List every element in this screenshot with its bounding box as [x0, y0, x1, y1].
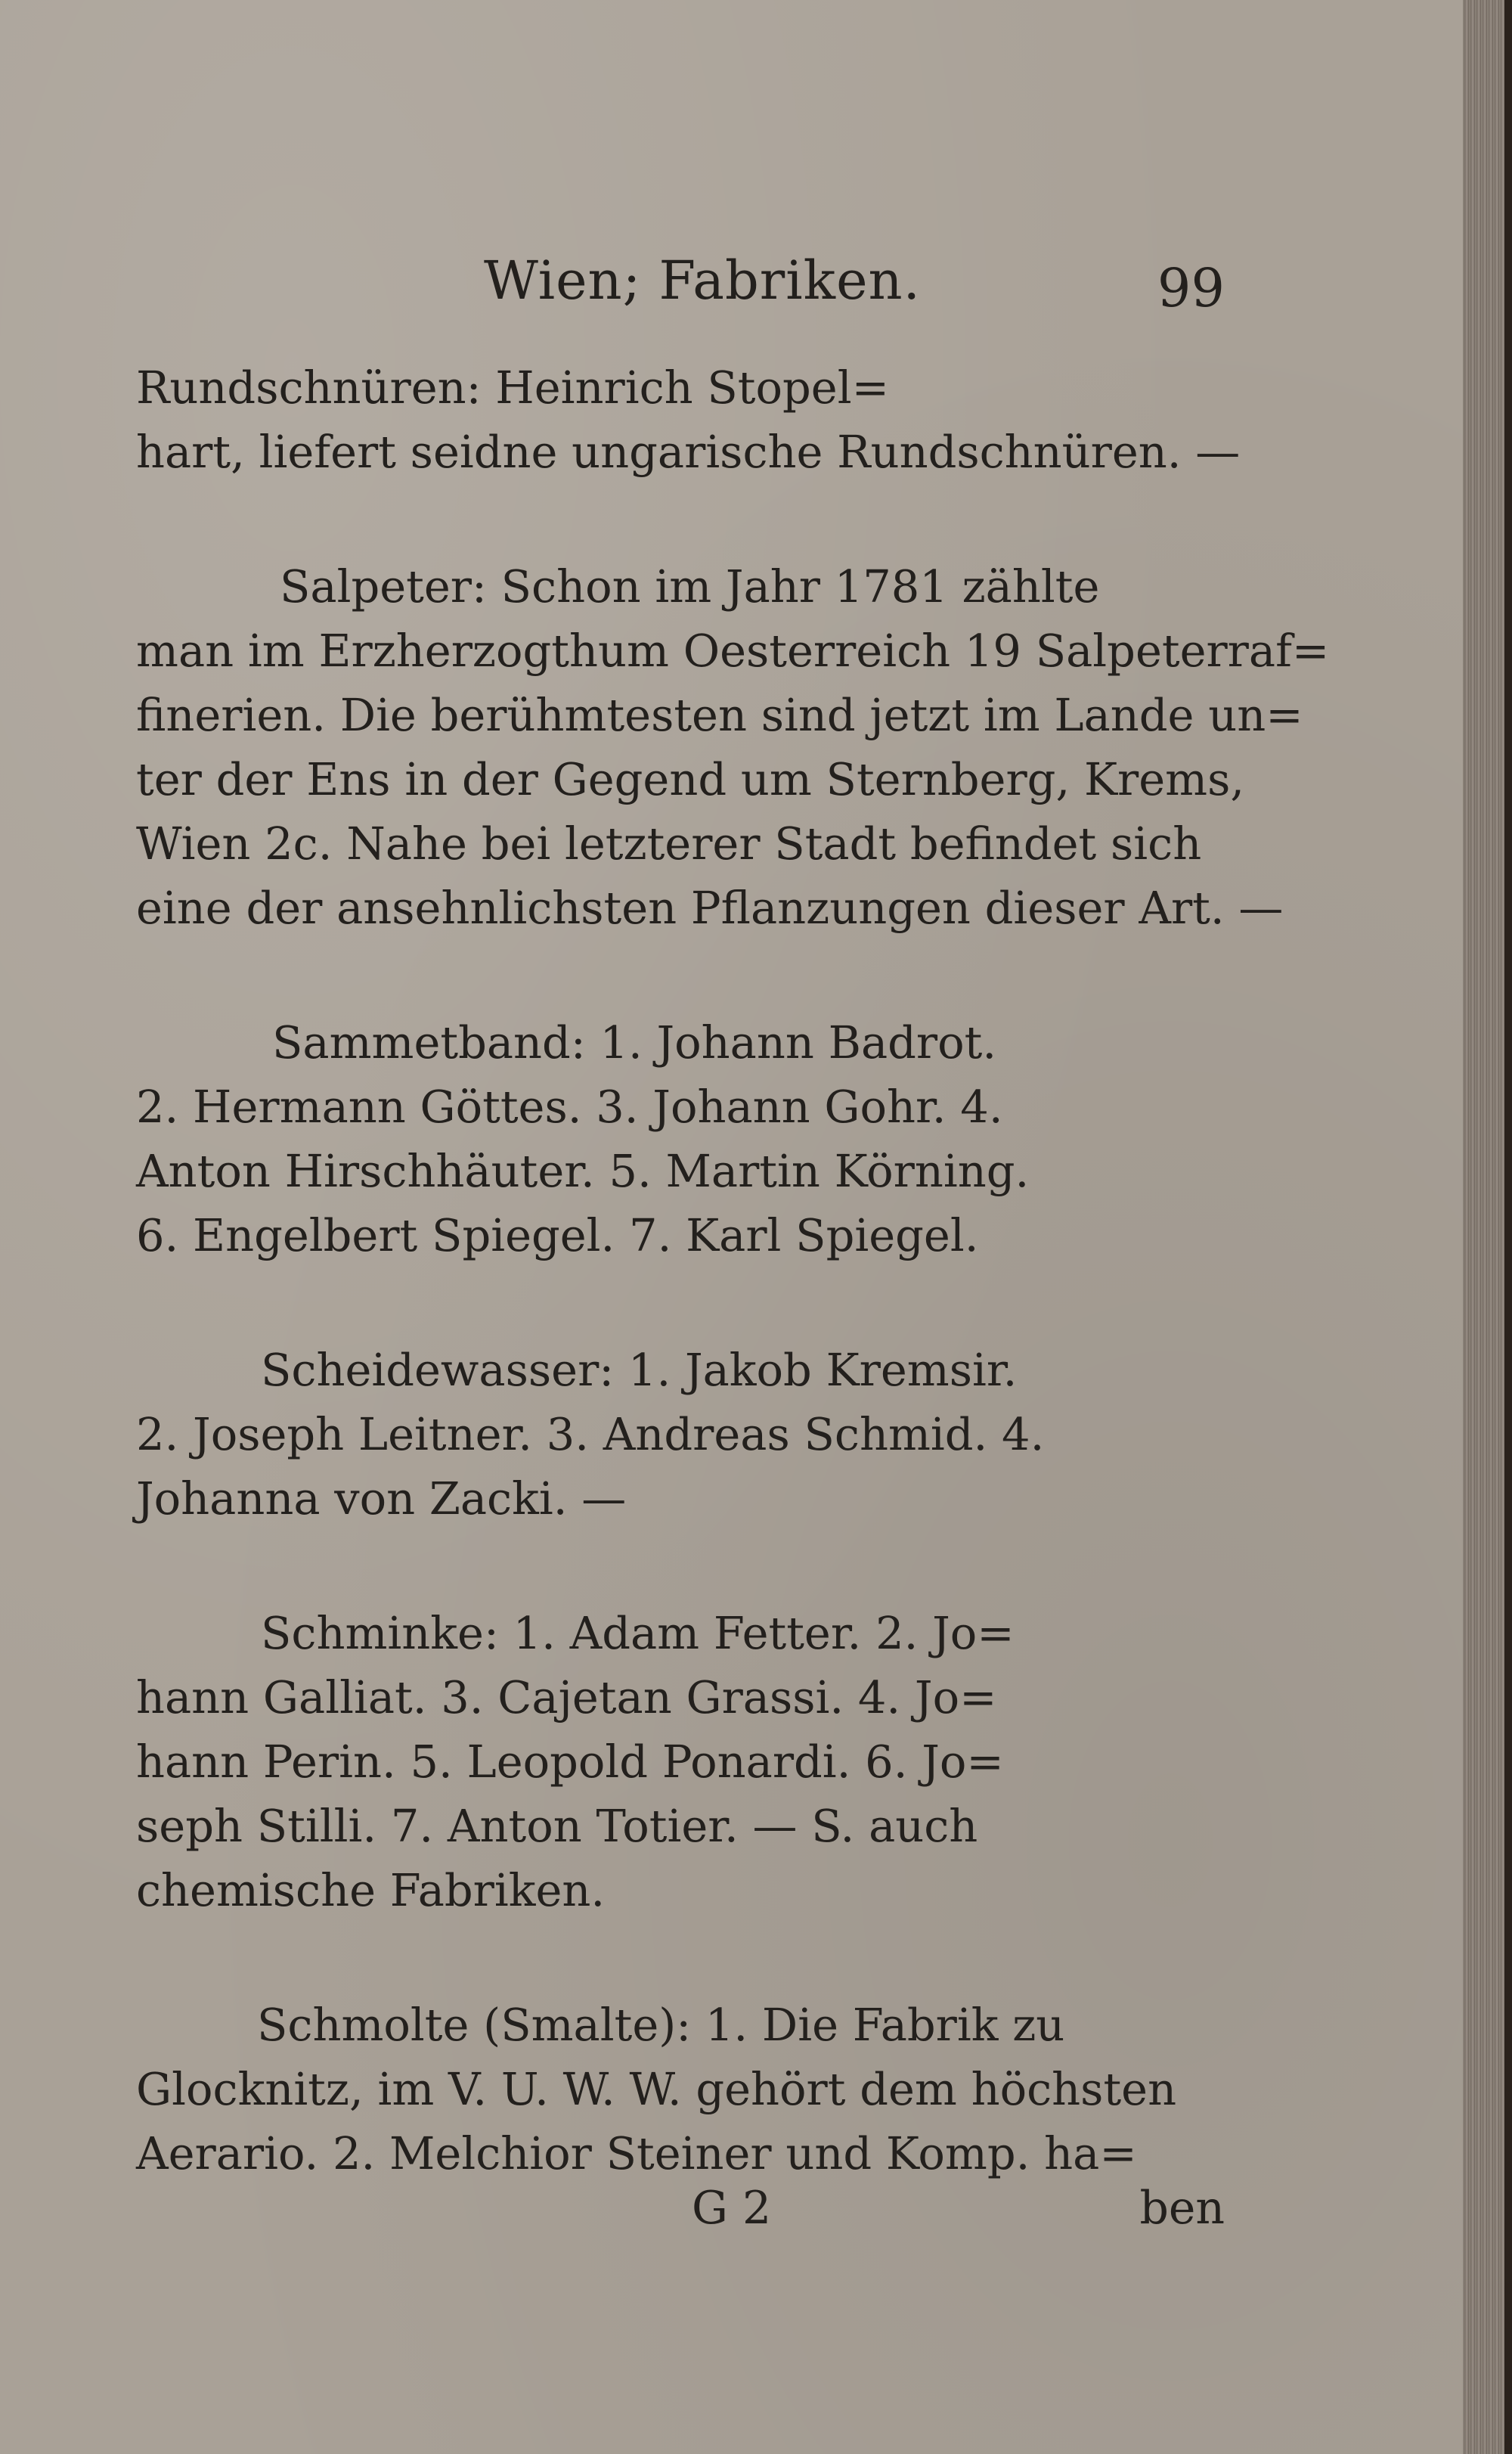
page-body [136, 355, 1330, 2256]
text-line: hann Perin. 5. Leopold Ponardi. 6. Jo= [136, 1736, 1004, 1788]
text-line: hann Galliat. 3. Cajetan Grassi. 4. Jo= [136, 1671, 997, 1723]
text-line: Anton Hirschhäuter. 5. Martin Körning. [136, 1145, 1030, 1197]
text-line: Scheidewasser: 1. Jakob Kremsir. [261, 1344, 1018, 1396]
text-line: man im Erzherzogthum Oesterreich 19 Salpeterraf= [136, 625, 1330, 677]
text-line: Glocknitz, im V. U. W. W. gehört dem höchsten [136, 2063, 1177, 2115]
text-line: seph Stilli. 7. Anton Totier. — S. auch [136, 1800, 978, 1852]
text-line: hart, liefert seidne ungarische Rundschnüren. — [136, 426, 1241, 478]
text-line: chemische Fabriken. [136, 1864, 606, 1916]
catchword: ben [1139, 2182, 1225, 2235]
book-cover-edge [1504, 0, 1512, 2454]
text-line: Aerario. 2. Melchior Steiner und Komp. ha= [136, 2127, 1137, 2179]
signature-mark: G 2 [692, 2182, 772, 2235]
text-line: Rundschnüren: Heinrich Stopel= [136, 361, 889, 414]
text-line: 2. Hermann Göttes. 3. Johann Gohr. 4. [136, 1081, 1003, 1133]
paragraph-sammetband [136, 1010, 1225, 1267]
text-line: 2. Joseph Leitner. 3. Andreas Schmid. 4. [136, 1408, 1045, 1460]
text-line: Wien 2c. Nahe bei letzterer Stadt befindet sich [136, 817, 1202, 870]
running-title: Wien; Fabriken. [484, 250, 921, 312]
running-header [136, 250, 1225, 333]
text-line: eine der ansehnlichsten Pflanzungen dieser Art. — [136, 882, 1284, 934]
text-line: Sammetband: 1. Johann Badrot. [272, 1016, 997, 1069]
text-line: Salpeter: Schon im Jahr 1781 zählte [280, 560, 1100, 613]
paragraph-salpeter [136, 554, 1330, 940]
text-line: finerien. Die berühmtesten sind jetzt im Lande un= [136, 689, 1303, 741]
paragraph-scheidewasser [136, 1338, 1225, 1531]
page-footer [136, 2182, 1225, 2250]
text-line: Schmolte (Smalte): 1. Die Fabrik zu [257, 1999, 1065, 2051]
text-line: Schminke: 1. Adam Fetter. 2. Jo= [261, 1607, 1015, 1659]
paragraph-rundschnueren [136, 355, 1241, 484]
page-number: 99 [1157, 257, 1225, 319]
paragraph-schmolte [136, 1993, 1225, 2186]
text-line: Johanna von Zacki. — [136, 1472, 627, 1525]
text-line: ter der Ens in der Gegend um Sternberg, Krems, [136, 753, 1245, 805]
text-line: 6. Engelbert Spiegel. 7. Karl Spiegel. [136, 1209, 979, 1261]
paragraph-schminke [136, 1601, 1225, 1922]
